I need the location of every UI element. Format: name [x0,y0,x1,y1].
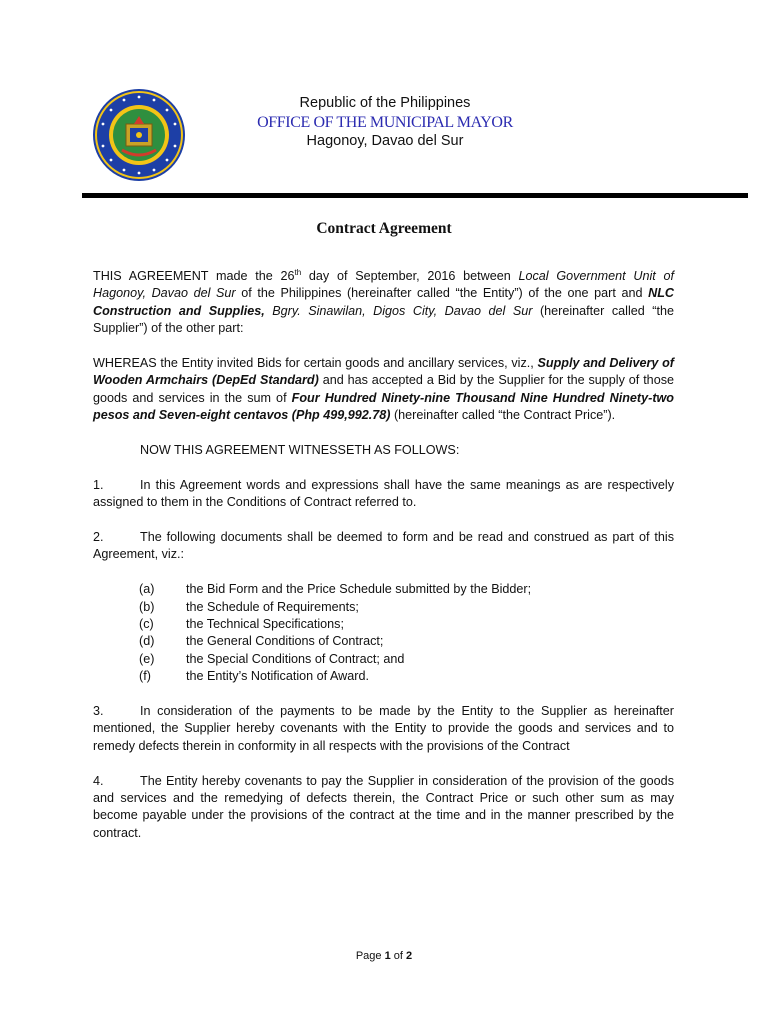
list-item-label: (c) [139,617,154,632]
clause-number: 1. [93,477,104,492]
whereas-paragraph [93,355,674,425]
supplier-name: NLC Construction and Supplies, [93,286,674,318]
clause-1 [93,477,674,512]
list-item-text: the Technical Specifications; [186,617,344,632]
clause-number: 3. [93,704,104,719]
header-divider [82,193,748,198]
whereas-text: (hereinafter called “the Contract Price”). [390,408,616,423]
page-label: Page [355,950,385,962]
clause-text: The following documents shall be deemed to form and be read and construed as part of this Agreement, viz.: [93,530,674,562]
supplier-address: Bgry. Sinawilan, Digos City, Davao del Sur [264,303,533,318]
list-item [93,633,674,650]
list-item [93,616,674,633]
list-item-label: (a) [139,582,155,597]
clause-4 [93,773,674,843]
list-item-label: (d) [139,634,155,649]
contract-amount: Four Hundred Ninety-nine Thousand Nine Hundred Ninety-two pesos and Seven-eight centavos (Php 499,992.78) [93,390,675,423]
list-item-text: the Bid Form and the Price Schedule submitted by the Bidder; [186,582,532,597]
municipal-seal [92,88,186,182]
clause-text: The Entity hereby covenants to pay the Supplier in consideration of the provision of the goods and services and the remedying of defects therein, the Contract Price or such other sum as may become payable under the provisions of the contract at the time and in the manner prescribed by the contract. [93,773,674,840]
contract-body [93,268,674,860]
witnesseth-line: NOW THIS AGREEMENT WITNESSETH AS FOLLOWS: [140,443,460,458]
day-suffix: th [294,267,302,277]
whereas-text: WHEREAS the Entity invited Bids for certain goods and ancillary services, viz., [93,356,538,371]
preamble-text: of the Philippines (hereinafter called “the Entity”) of the one part and [235,286,649,301]
total-pages: 2 [406,950,413,962]
preamble-text: day of September, 2016 between [301,269,519,283]
clause-text: In this Agreement words and expressions shall have the same meanings as are respectively assigned to them in the Conditions of Contract referred to. [93,477,674,510]
project-name: Supply and Delivery of Wooden Armchairs (DepEd Standard) [93,356,674,388]
list-item-label: (b) [139,599,155,614]
contract-documents-list [93,581,674,685]
current-page: 1 [384,950,391,962]
clause-3 [93,703,674,755]
list-item-label: (e) [139,651,155,666]
letterhead-location: Hagonoy, Davao del Sur [306,133,464,149]
list-item [93,599,674,616]
clause-2 [93,529,674,564]
document-title: Contract Agreement [316,220,452,237]
list-item [93,651,674,668]
entity-name: Local Government Unit of Hagonoy, Davao del Sur [93,269,675,301]
list-item-text: the Entity’s Notification of Award. [186,669,369,684]
list-item-text: the Special Conditions of Contract; and [186,651,405,666]
clause-number: 2. [93,530,104,545]
list-item-text: the General Conditions of Contract; [186,634,384,649]
page-indicator [0,950,768,962]
preamble-text: THIS AGREEMENT made the 26 [93,269,295,283]
page-of-label: of [390,950,407,962]
whereas-text: and has accepted a Bid by the Supplier for the supply of those goods and services in the sum of [93,373,674,405]
preamble-text: (hereinafter called “the Supplier”) of the other part: [93,303,674,336]
preamble-paragraph [93,268,674,338]
clause-text: In consideration of the payments to be made by the Entity to the Supplier as hereinafter mentioned, the Supplier hereby covenants with the Entity to provide the goods and services and to remedy defects therein in conformity in all respects with the provisions of the Contract [93,704,674,753]
clause-number: 4. [93,773,104,788]
list-item-text: the Schedule of Requirements; [186,599,359,614]
letterhead-office: OFFICE OF THE MUNICIPAL MAYOR [257,114,513,131]
letterhead-republic: Republic of the Philippines [299,95,471,111]
list-item [93,581,674,598]
list-item-label: (f) [139,669,151,684]
list-item [93,668,674,685]
